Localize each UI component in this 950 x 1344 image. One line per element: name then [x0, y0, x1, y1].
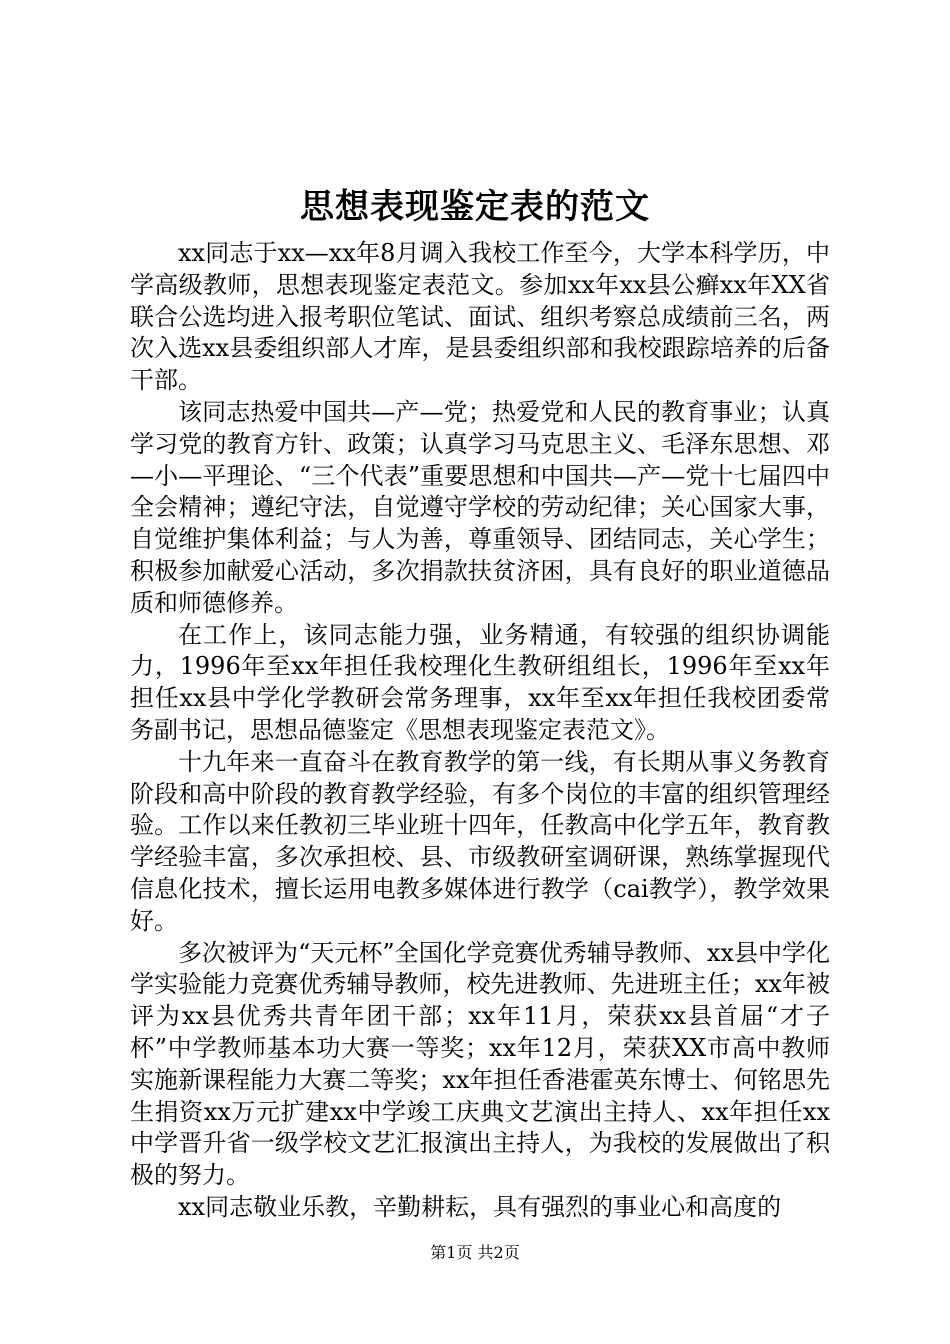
- page-footer: 第1页 共2页: [430, 1243, 520, 1262]
- document-title: 思想表现鉴定表的范文: [300, 187, 650, 227]
- paragraph-3: 在工作上，该同志能力强，业务精通，有较强的组织协调能力，1996年至xx年担任我校理化生教研组组长，1996年至xx年担任xx县中学化学教研会常务理事，xx年至xx年担任我校团委常务副书记，思想品德鉴定《思想表现鉴定表范文》。: [130, 620, 830, 744]
- paragraph-6: xx同志敬业乐教，辛勤耕耘，具有强烈的事业心和高度的: [178, 1192, 782, 1221]
- paragraph-4: 十九年来一直奋斗在教育教学的第一线，有长期从事义务教育阶段和高中阶段的教育教学经验，有多个岗位的丰富的组织管理经验。工作以来任教初三毕业班十四年，任教高中化学五年，教育教学经验丰富，多次承担校、县、市级教研室调研课，熟练掌握现代信息化技术，擅长运用电教多媒体进行教学（cai教学），教学效果好。: [130, 747, 830, 935]
- paragraph-2: 该同志热爱中国共—产—党；热爱党和人民的教育事业；认真学习党的教育方针、政策；认真学习马克思主义、毛泽东思想、邓—小—平理论、“三个代表”重要思想和中国共—产—党十七届四中全会精神；遵纪守法，自觉遵守学校的劳动纪律；关心国家大事，自觉维护集体利益；与人为善，尊重领导、团结同志，关心学生；积极参加献爱心活动，多次捐款扶贫济困，具有良好的职业道德品质和师德修养。: [130, 397, 830, 617]
- document-body: [130, 238, 830, 1224]
- paragraph-1: xx同志于xx—xx年8月调入我校工作至今，大学本科学历，中学高级教师，思想表现鉴定表范文。参加xx年xx县公癣xx年XX省联合公选均进入报考职位笔试、面试、组织考察总成绩前三名，两次入选xx县委组织部人才库，是县委组织部和我校跟踪培养的后备干部。: [130, 239, 830, 395]
- paragraph-5: 多次被评为“天元杯”全国化学竞赛优秀辅导教师、xx县中学化学实验能力竞赛优秀辅导教师，校先进教师、先进班主任；xx年被评为xx县优秀共青年团干部；xx年11月，荣获xx县首届“才子杯”中学教师基本功大赛一等奖；xx年12月，荣获XX市高中教师实施新课程能力大赛二等奖；xx年担任香港霍英东博士、何铭思先生捐资xx万元扩建xx中学竣工庆典文艺演出主持人、xx年担任xx中学晋升省一级学校文艺汇报演出主持人，为我校的发展做出了积极的努力。: [130, 938, 830, 1190]
